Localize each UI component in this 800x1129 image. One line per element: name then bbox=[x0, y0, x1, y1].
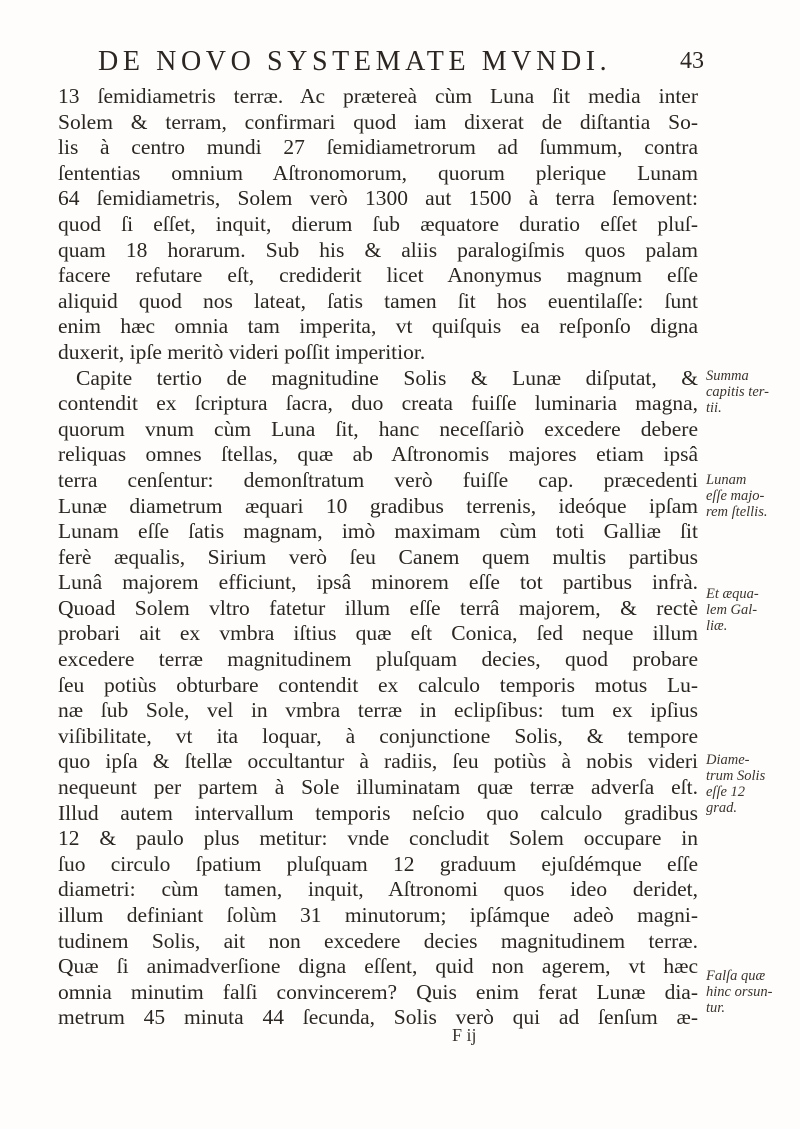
text-line: Capite tertio de magnitudine Solis & Lunæ diſputat, & bbox=[76, 365, 698, 390]
margin-note-line: hinc orsun- bbox=[706, 984, 773, 1000]
margin-note-line: Summa bbox=[706, 368, 749, 384]
text-line: Lunæ diametrum æquari 10 gradibus terrenis, ideóque ipſam bbox=[58, 493, 698, 518]
text-line: diametri: cùm tamen, inquit, Aſtronomi quos ideo deridet, bbox=[58, 877, 698, 902]
margin-note-summa bbox=[706, 368, 798, 416]
margin-note-line: Et æqua- bbox=[706, 586, 759, 602]
page-header bbox=[98, 46, 704, 86]
margin-note-line: Falſa quæ bbox=[706, 968, 766, 984]
text-line: lis à centro mundi 27 ſemidiametrorum ad ſummum, contra bbox=[58, 135, 698, 160]
text-line: tudinem Solis, ait non excedere decies magnitudinem terræ. bbox=[58, 928, 698, 953]
text-line: ſeu potiùs obturbare contendit ex calculo temporis motus Lu- bbox=[58, 672, 698, 697]
body-text bbox=[58, 84, 698, 1031]
margin-note-line: eſſe majo- bbox=[706, 488, 765, 504]
text-line: 12 & paulo plus metitur: vnde concludit Solem occupare in bbox=[58, 826, 698, 851]
margin-note-line: capitis ter- bbox=[706, 384, 769, 400]
text-line: ſuo circulo ſpatium pluſquam 12 graduum ejuſdémque eſſe bbox=[58, 851, 698, 876]
text-line: Lunam eſſe ſatis magnam, imò maximam cùm toti Galliæ ſit bbox=[58, 519, 698, 544]
text-line: Illud autem intervallum temporis neſcio quo calculo gradibus bbox=[58, 800, 698, 825]
margin-note-falsa bbox=[706, 968, 798, 1016]
margin-note-line: trum Solis bbox=[706, 768, 766, 784]
text-line: facere refutare eſt, crediderit licet Anonymus magnum eſſe bbox=[58, 263, 698, 288]
text-line: enim hæc omnia tam imperita, vt quiſquis ea reſponſo digna bbox=[58, 314, 698, 339]
margin-note-line: eſſe 12 bbox=[706, 784, 746, 800]
running-head: DE NOVO SYSTEMATE MVNDI. bbox=[98, 46, 612, 77]
text-line: quam 18 horarum. Sub his & aliis paralogiſmis quos palam bbox=[58, 237, 698, 262]
margin-note-line: liæ. bbox=[706, 618, 728, 634]
text-line: terra cenſentur: demonſtratum verò fuiſſe cap. præcedenti bbox=[58, 467, 698, 492]
text-line: ferè æqualis, Sirium verò ſeu Canem quem multis partibus bbox=[58, 544, 698, 569]
text-line: næ ſub Sole, vel in vmbra terræ in eclipſibus: tum ex ipſius bbox=[58, 698, 698, 723]
text-line: Solem & terram, confirmari quod iam dixerat de diſtantia So- bbox=[58, 109, 698, 134]
text-line: 64 ſemidiametris, Solem verò 1300 aut 1500 à terra ſemovent: bbox=[58, 186, 698, 211]
text-line: excedere terræ magnitudinem pluſquam decies, quod probare bbox=[58, 647, 698, 672]
margin-note-line: Diame- bbox=[706, 752, 750, 768]
text-line: duxerit, ipſe meritò videri poſſit imperitior. bbox=[58, 339, 426, 364]
text-line: reliquas omnes ſtellas, quæ ab Aſtronomis majores etiam ipsâ bbox=[58, 442, 698, 467]
signature-mark: F ij bbox=[452, 1025, 477, 1045]
text-line: probari ait ex vmbra iſtius quæ eſt Conica, ſed neque illum bbox=[58, 621, 698, 646]
margin-note-line: grad. bbox=[706, 800, 738, 816]
text-line: omnia minutim falſi convincerem? Quis enim ferat Lunæ dia- bbox=[58, 979, 698, 1004]
text-line: quod ſi eſſet, inquit, dierum ſub æquatore duratio eſſet pluſ- bbox=[58, 211, 698, 236]
text-line: illum definiant ſolùm 31 minutorum; ipſámque adeò magni- bbox=[58, 903, 698, 927]
margin-note-line: tur. bbox=[706, 1000, 725, 1016]
margin-note-line: rem ſtellis. bbox=[706, 504, 768, 520]
margin-note-et bbox=[706, 586, 798, 634]
margin-note-line: tii. bbox=[706, 400, 722, 416]
margin-note-line: lem Gal- bbox=[706, 602, 758, 618]
text-line: Quæ ſi animadverſione digna eſſent, quid non agerem, vt hæc bbox=[58, 954, 698, 979]
text-line: nequeunt per partem à Sole illuminatam quæ terræ adverſa eſt. bbox=[58, 775, 698, 800]
page-number: 43 bbox=[680, 48, 704, 74]
margin-note-diame bbox=[706, 752, 798, 816]
margin-note-lunam bbox=[706, 472, 798, 520]
text-line: quo ipſa & ſtellæ occultantur à radiis, ſeu potiùs à nobis videri bbox=[58, 749, 698, 774]
text-line: Lunâ majorem efficiunt, ipsâ minorem eſſe tot partibus infrà. bbox=[58, 570, 698, 595]
text-line: contendit ex ſcriptura ſacra, duo creata fuiſſe luminaria magna, bbox=[58, 391, 698, 416]
margin-notes bbox=[706, 0, 798, 1129]
text-line: metrum 45 minuta 44 ſecunda, Solis verò qui ad ſenſum æ- bbox=[58, 1005, 698, 1030]
text-line: aliquid quod nos lateat, ſatis tamen ſit hos euentilaſſe: ſunt bbox=[58, 288, 698, 313]
margin-note-line: Lunam bbox=[706, 472, 747, 488]
text-line: 13 ſemidiametris terræ. Ac prætereà cùm Luna ſit media inter bbox=[58, 84, 698, 108]
text-line: viſibilitate, vt ita loquar, à conjunctione Solis, & tempore bbox=[58, 723, 698, 748]
text-line: ſententias omnium Aſtronomorum, quorum plerique Lunam bbox=[58, 160, 698, 185]
text-line: quorum vnum cùm Luna ſit, hanc neceſſariò excedere debere bbox=[58, 416, 698, 441]
text-line: Quoad Solem vltro fatetur illum eſſe terrâ majorem, & rectè bbox=[58, 595, 698, 620]
